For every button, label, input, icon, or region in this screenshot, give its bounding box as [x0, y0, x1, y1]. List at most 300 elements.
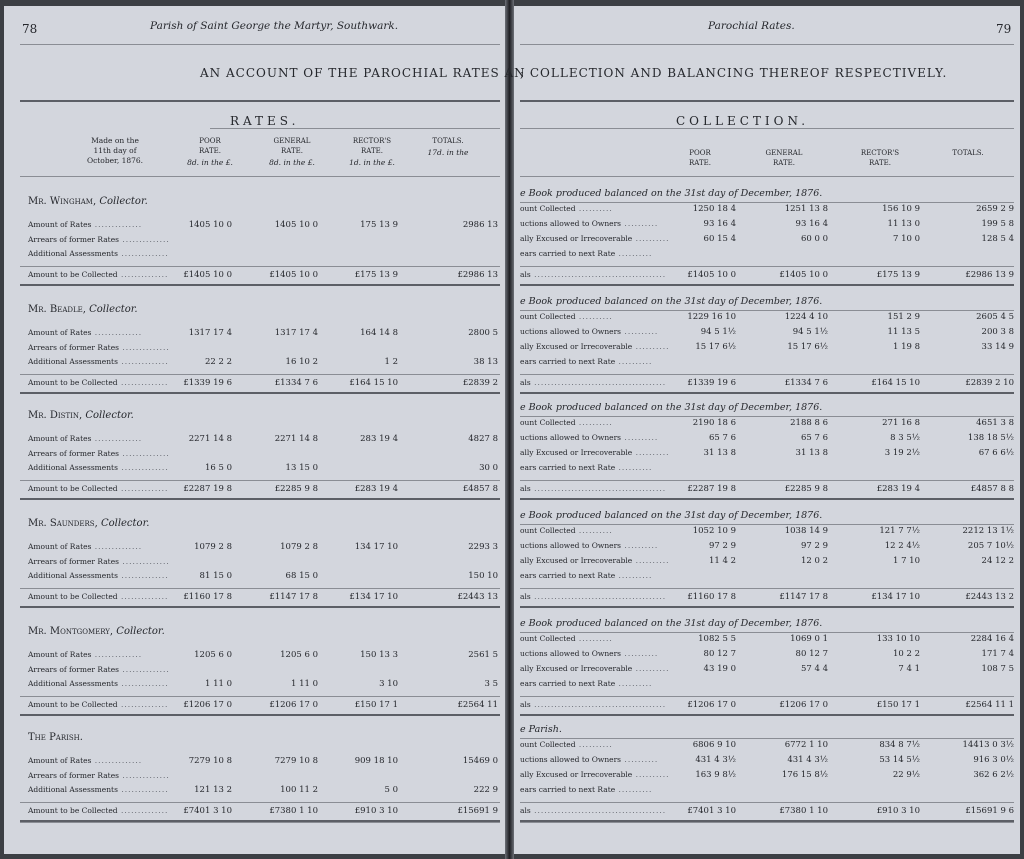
leader-dots: ..............: [117, 700, 169, 709]
rates-value: 175 13 9: [360, 220, 398, 230]
collection-row-label-text: ears carried to next Rate: [520, 463, 616, 472]
collection-row-label: [520, 700, 666, 709]
left-total-rule: [20, 588, 500, 589]
right-header-rule: [520, 44, 1014, 45]
right-total-rule: [520, 588, 1014, 589]
col-sub: RATE.: [281, 147, 303, 155]
collection-row-label: [520, 378, 666, 387]
made-on-line-1: Made on the: [91, 136, 139, 145]
leader-dots: ..........: [575, 312, 613, 321]
rates-value: 22 2 2: [204, 357, 232, 367]
leader-dots: .......................................: [530, 378, 667, 387]
rates-row-label: [28, 220, 142, 229]
collection-value: 171 7 4: [981, 649, 1014, 659]
collection-value: 93 16 4: [795, 219, 828, 229]
collection-row-label-text: ount Collected: [520, 526, 576, 535]
rates-row-label-text: Amount to be Collected: [28, 378, 118, 387]
rates-value: 909 18 10: [354, 756, 398, 766]
left-total-rule: [20, 696, 500, 697]
collection-value: £910 3 10: [876, 806, 920, 816]
collection-value: 2188 8 6: [790, 418, 828, 428]
left-block-end-rule: [20, 284, 500, 286]
rates-row-label-text: Arrears of former Rates: [28, 771, 119, 780]
rates-row-label-text: Arrears of former Rates: [28, 665, 119, 674]
col-rate: 8d. in the £.: [269, 158, 315, 167]
right-running-head: Parochial Rates.: [708, 20, 795, 32]
collection-row-label-text: als: [520, 270, 531, 279]
collection-value: 93 16 4: [703, 219, 736, 229]
leader-dots: ..........: [621, 219, 659, 228]
collection-value: 65 7 6: [708, 433, 736, 443]
collection-row-label: [520, 770, 669, 779]
leader-dots: .......................................: [530, 484, 667, 493]
collection-value: 205 7 10½: [967, 541, 1014, 551]
book-line-rule: [520, 310, 1014, 311]
rates-value: 2561 5: [468, 650, 498, 660]
right-total-rule: [520, 480, 1014, 481]
rates-value: 3 10: [379, 679, 398, 689]
collector-role: Collector.: [96, 196, 148, 207]
leader-dots: ..............: [117, 571, 169, 580]
collection-row-label-text: als: [520, 806, 531, 815]
collection-value: 156 10 9: [882, 204, 920, 214]
collection-value: 176 15 8½: [781, 770, 828, 780]
leader-dots: ..........: [632, 770, 670, 779]
leader-dots: ..........: [632, 342, 670, 351]
collection-value: £1405 10 0: [779, 270, 828, 280]
collection-value: 15 17 6½: [695, 342, 736, 352]
collection-row-label: [520, 664, 669, 673]
collection-value: £2839 2 10: [965, 378, 1014, 388]
collection-value: £164 15 10: [871, 378, 920, 388]
leader-dots: ..............: [91, 650, 143, 659]
collection-value: 1 19 8: [892, 342, 920, 352]
left-title-rule: [20, 100, 500, 102]
leader-dots: ..............: [117, 249, 169, 258]
book-produced-line: e Book produced balanced on the 31st day of December, 1876.: [520, 296, 823, 307]
rates-col-header: [332, 136, 412, 168]
collection-row-label-text: ount Collected: [520, 204, 576, 213]
collection-value: 22 9½: [892, 770, 920, 780]
collection-value: 128 5 4: [981, 234, 1014, 244]
collection-value: 133 10 10: [876, 634, 920, 644]
rates-value: 1317 17 4: [188, 328, 232, 338]
collection-value: 6806 9 10: [692, 740, 736, 750]
leader-dots: ..............: [117, 463, 169, 472]
collection-value: 271 16 8: [882, 418, 920, 428]
rates-value: 2800 5: [468, 328, 498, 338]
right-bottom-rule: [520, 822, 1014, 823]
right-page: [514, 6, 1020, 854]
rates-value: 1405 10 0: [274, 220, 318, 230]
made-on-line-2: 11th day of: [93, 146, 137, 155]
collection-value: £175 13 9: [876, 270, 920, 280]
rates-row-label-text: Additional Assessments: [28, 249, 118, 258]
collection-value: £2285 9 8: [784, 484, 828, 494]
collection-row-label: [520, 342, 669, 351]
rates-value: £1206 17 0: [269, 700, 318, 710]
rates-value: 3 5: [484, 679, 498, 689]
collection-row-label: [520, 740, 613, 749]
collector-name-text: The Parish.: [28, 732, 83, 743]
leader-dots: .......................................: [530, 592, 667, 601]
collection-value: 1224 4 10: [784, 312, 828, 322]
rates-section-title: RATES.: [230, 114, 300, 128]
rates-value: 2271 14 8: [274, 434, 318, 444]
rates-col-header: [170, 136, 250, 168]
rates-row-label: [28, 484, 168, 493]
collection-row-label: [520, 592, 666, 601]
collection-value: 31 13 8: [795, 448, 828, 458]
rates-row-label-text: Amount of Rates: [28, 542, 92, 551]
collection-value: £2287 19 8: [687, 484, 736, 494]
leader-dots: ..........: [621, 541, 659, 550]
leader-dots: ..........: [621, 327, 659, 336]
collection-row-label: [520, 448, 669, 457]
collection-row-label: [520, 806, 666, 815]
right-block-end-rule: [520, 498, 1014, 500]
rates-value: £2285 9 8: [274, 484, 318, 494]
collector-role: Collector.: [82, 410, 134, 421]
book-line-rule: [520, 416, 1014, 417]
collector-name: [28, 732, 83, 743]
rates-row-label: [28, 592, 168, 601]
collection-row-label: [520, 541, 658, 550]
rates-value: £910 3 10: [354, 806, 398, 816]
rates-value: 2293 3: [468, 542, 498, 552]
collection-row-label-text: ears carried to next Rate: [520, 679, 616, 688]
collection-value: 151 2 9: [887, 312, 920, 322]
rates-value: 1 11 0: [204, 679, 232, 689]
collection-value: 60 15 4: [703, 234, 736, 244]
collection-row-label-text: als: [520, 378, 531, 387]
rates-value: 38 13: [473, 357, 498, 367]
leader-dots: ..............: [117, 679, 169, 688]
collector-name-text: Mr. Montgomery,: [28, 626, 114, 637]
rates-row-label-text: Amount of Rates: [28, 220, 92, 229]
col-sub: RATE.: [199, 147, 221, 155]
rates-row-label: [28, 328, 142, 337]
collection-value: £2986 13 9: [965, 270, 1014, 280]
leader-dots: ..........: [632, 556, 670, 565]
left-block-end-rule: [20, 714, 500, 716]
rates-value: 1317 17 4: [274, 328, 318, 338]
collection-row-label: [520, 249, 652, 258]
rates-value: 81 15 0: [199, 571, 232, 581]
rates-value: £2839 2: [462, 378, 498, 388]
book-line-rule: [520, 202, 1014, 203]
col-rate: 17d. in the: [427, 148, 469, 157]
collection-row-label: [520, 433, 658, 442]
col-name: GENERAL: [273, 137, 311, 145]
collection-row-label-text: ears carried to next Rate: [520, 785, 616, 794]
rates-value: £1334 7 6: [274, 378, 318, 388]
rates-row-label: [28, 571, 169, 580]
collection-row-label: [520, 526, 613, 535]
collection-value: £1206 17 0: [779, 700, 828, 710]
left-block-end-rule: [20, 606, 500, 608]
collection-value: 1251 13 8: [784, 204, 828, 214]
leader-dots: ..........: [615, 785, 653, 794]
collector-name: [28, 196, 148, 207]
rates-value: 164 14 8: [360, 328, 398, 338]
collector-name-text: Mr. Beadle,: [28, 304, 86, 315]
collection-value: 4651 3 8: [976, 418, 1014, 428]
collection-value: 6772 1 10: [784, 740, 828, 750]
collection-value: £1334 7 6: [784, 378, 828, 388]
leader-dots: ..............: [117, 785, 169, 794]
collection-value: 97 2 9: [800, 541, 828, 551]
rates-value: £2986 13: [457, 270, 498, 280]
left-total-rule: [20, 480, 500, 481]
rates-value: 1 11 0: [290, 679, 318, 689]
leader-dots: ..........: [615, 679, 653, 688]
rates-value: £150 17 1: [354, 700, 398, 710]
collection-value: £1147 17 8: [779, 592, 828, 602]
rates-row-label: [28, 771, 170, 780]
rates-row-label: [28, 557, 170, 566]
collection-value: 60 0 0: [800, 234, 828, 244]
collection-value: 834 8 7½: [879, 740, 920, 750]
collector-name: [28, 304, 138, 315]
leader-dots: ..........: [615, 357, 653, 366]
rates-value: £1405 10 0: [269, 270, 318, 280]
collection-row-label: [520, 571, 652, 580]
right-block-end-rule: [520, 284, 1014, 286]
collection-value: 1 7 10: [892, 556, 920, 566]
leader-dots: ..............: [91, 542, 143, 551]
collection-row-label-text: ount Collected: [520, 634, 576, 643]
leader-dots: .......................................: [530, 700, 667, 709]
rates-row-label: [28, 806, 168, 815]
leader-dots: ..........: [575, 634, 613, 643]
collection-value: 14413 0 3½: [962, 740, 1014, 750]
leader-dots: ..........: [632, 234, 670, 243]
collection-value: 94 5 1½: [700, 327, 736, 337]
collection-value: £134 17 10: [871, 592, 920, 602]
collection-value: 916 3 0½: [973, 755, 1014, 765]
book-line-rule: [520, 524, 1014, 525]
rates-value: 100 11 2: [280, 785, 318, 795]
book-produced-line: e Book produced balanced on the 31st day of December, 1876.: [520, 618, 823, 629]
book-gutter: [505, 0, 514, 859]
collection-row-label: [520, 270, 666, 279]
collection-value: £15691 9 6: [965, 806, 1014, 816]
collection-row-label-text: uctions allowed to Owners: [520, 327, 622, 336]
rates-row-label: [28, 542, 142, 551]
collection-value: 2605 4 5: [976, 312, 1014, 322]
collection-row-label: [520, 418, 613, 427]
leader-dots: ..............: [118, 771, 170, 780]
left-colhead-rule: [20, 176, 500, 177]
collection-value: 11 4 2: [708, 556, 736, 566]
collection-row-label-text: ount Collected: [520, 740, 576, 749]
collection-value: 10 2 2: [892, 649, 920, 659]
collection-value: 7 4 1: [898, 664, 920, 674]
leader-dots: ..............: [118, 235, 170, 244]
left-block-end-rule: [20, 498, 500, 500]
col-sub: RATE.: [689, 159, 711, 167]
collection-row-label: [520, 556, 669, 565]
rates-row-label-text: Amount to be Collected: [28, 700, 118, 709]
collection-row-label-text: uctions allowed to Owners: [520, 541, 622, 550]
rates-row-label: [28, 679, 169, 688]
left-total-rule: [20, 374, 500, 375]
rates-row-label-text: Additional Assessments: [28, 357, 118, 366]
collection-row-label-text: ally Excused or Irrecoverable: [520, 234, 633, 243]
collection-value: 2190 18 6: [692, 418, 736, 428]
collector-role: Collector.: [85, 304, 138, 315]
rates-row-label-text: Amount to be Collected: [28, 484, 118, 493]
collection-value: 94 5 1½: [792, 327, 828, 337]
col-rate: 8d. in the £.: [187, 158, 233, 167]
collector-name-text: Mr. Distin,: [28, 410, 83, 421]
rates-value: £1160 17 8: [183, 592, 232, 602]
collection-row-label-text: uctions allowed to Owners: [520, 649, 622, 658]
rates-row-label-text: Additional Assessments: [28, 785, 118, 794]
book-produced-line: e Book produced balanced on the 31st day of December, 1876.: [520, 402, 823, 413]
collection-value: 12 0 2: [800, 556, 828, 566]
collection-value: 97 2 9: [708, 541, 736, 551]
rates-row-label-text: Amount of Rates: [28, 756, 92, 765]
rates-row-label: [28, 378, 168, 387]
rates-row-label-text: Additional Assessments: [28, 463, 118, 472]
right-title-rule: [520, 100, 1014, 102]
rates-row-label: [28, 650, 142, 659]
rates-row-label-text: Additional Assessments: [28, 679, 118, 688]
collection-value: 431 4 3½: [787, 755, 828, 765]
leader-dots: ..........: [632, 664, 670, 673]
collection-row-label: [520, 312, 613, 321]
collection-row-label: [520, 204, 613, 213]
collection-col-header: [928, 148, 1008, 158]
collection-row-label-text: als: [520, 484, 531, 493]
col-name: GENERAL: [765, 149, 803, 157]
leader-dots: ..........: [575, 740, 613, 749]
left-page-number: 78: [22, 22, 38, 36]
rates-value: 1079 2 8: [280, 542, 318, 552]
collector-name: [28, 410, 134, 421]
collection-value: 67 6 6½: [978, 448, 1014, 458]
rates-value: £7401 3 10: [183, 806, 232, 816]
right-total-rule: [520, 266, 1014, 267]
collection-value: 199 5 8: [981, 219, 1014, 229]
collection-value: 33 14 9: [981, 342, 1014, 352]
collection-row-label: [520, 649, 658, 658]
collection-value: £150 17 1: [876, 700, 920, 710]
leader-dots: ..........: [621, 755, 659, 764]
book-produced-line: e Parish.: [520, 724, 562, 735]
rates-value: 4827 8: [468, 434, 498, 444]
rates-row-label-text: Amount of Rates: [28, 434, 92, 443]
leader-dots: ..........: [615, 463, 653, 472]
collection-value: 43 19 0: [703, 664, 736, 674]
right-page-number: 79: [996, 22, 1012, 36]
rates-value: 30 0: [479, 463, 498, 473]
collection-value: 200 3 8: [981, 327, 1014, 337]
collection-value: 12 2 4½: [884, 541, 920, 551]
rates-value: 68 15 0: [285, 571, 318, 581]
rates-value: £2443 13: [457, 592, 498, 602]
leader-dots: ..........: [575, 204, 613, 213]
collection-row-label: [520, 219, 658, 228]
rates-value: 1205 6 0: [280, 650, 318, 660]
collection-value: £7401 3 10: [687, 806, 736, 816]
collection-value: 1082 5 5: [698, 634, 736, 644]
rates-value: £134 17 10: [349, 592, 398, 602]
col-name: RECTOR'S: [860, 149, 900, 157]
rates-row-label: [28, 343, 170, 352]
made-on-heading: [70, 136, 160, 166]
leader-dots: ..........: [621, 433, 659, 442]
collection-row-label-text: ount Collected: [520, 418, 576, 427]
table-title-left: AN ACCOUNT OF THE PAROCHIAL RATES AN: [200, 66, 526, 80]
col-name: TOTALS.: [952, 149, 984, 157]
collection-value: £7380 1 10: [779, 806, 828, 816]
rates-value: 1205 6 0: [194, 650, 232, 660]
rates-value: 1405 10 0: [188, 220, 232, 230]
leader-dots: ..............: [91, 220, 143, 229]
collection-value: 31 13 8: [703, 448, 736, 458]
rates-row-label-text: Amount to be Collected: [28, 806, 118, 815]
collection-value: 1038 14 9: [784, 526, 828, 536]
collection-col-header: [840, 148, 920, 168]
collection-row-label-text: uctions allowed to Owners: [520, 755, 622, 764]
rates-row-label-text: Amount of Rates: [28, 328, 92, 337]
collection-value: 138 18 5½: [967, 433, 1014, 443]
made-on-line-3: October, 1876.: [86, 156, 144, 165]
collection-section-title: COLLECTION.: [676, 114, 810, 128]
collection-value: 8 3 5½: [890, 433, 920, 443]
collection-row-label-text: als: [520, 700, 531, 709]
rates-col-header: [408, 136, 488, 158]
rates-value: 134 17 10: [354, 542, 398, 552]
leader-dots: ..............: [118, 557, 170, 566]
rates-value: 121 13 2: [194, 785, 232, 795]
col-sub: RATE.: [869, 159, 891, 167]
rates-row-label-text: Amount to be Collected: [28, 270, 118, 279]
collection-value: £2443 13 2: [965, 592, 1014, 602]
rates-row-label: [28, 785, 169, 794]
leader-dots: ..............: [117, 806, 169, 815]
right-total-rule: [520, 802, 1014, 803]
collection-row-label: [520, 755, 658, 764]
collection-value: £1206 17 0: [687, 700, 736, 710]
leader-dots: ..............: [91, 328, 143, 337]
collection-section-rule: [520, 128, 1014, 129]
rates-row-label-text: Arrears of former Rates: [28, 557, 119, 566]
rates-row-label-text: Arrears of former Rates: [28, 235, 119, 244]
rates-value: 1 2: [384, 357, 398, 367]
rates-value: 7279 10 8: [188, 756, 232, 766]
rates-row-label: [28, 700, 168, 709]
rates-row-label: [28, 357, 169, 366]
collection-value: 2212 13 1½: [962, 526, 1014, 536]
table-title-right: ; COLLECTION AND BALANCING THEREOF RESPECTIVELY.: [520, 66, 948, 80]
rates-section-rule: [210, 128, 500, 129]
rates-value: 16 5 0: [204, 463, 232, 473]
rates-value: 150 13 3: [360, 650, 398, 660]
rates-value: £1339 19 6: [183, 378, 232, 388]
rates-value: £175 13 9: [354, 270, 398, 280]
leader-dots: ..............: [91, 756, 143, 765]
rates-value: 13 15 0: [285, 463, 318, 473]
leader-dots: ..............: [117, 484, 169, 493]
leader-dots: ..............: [118, 449, 170, 458]
left-block-end-rule: [20, 392, 500, 394]
collection-row-label: [520, 357, 652, 366]
leader-dots: ..............: [117, 357, 169, 366]
